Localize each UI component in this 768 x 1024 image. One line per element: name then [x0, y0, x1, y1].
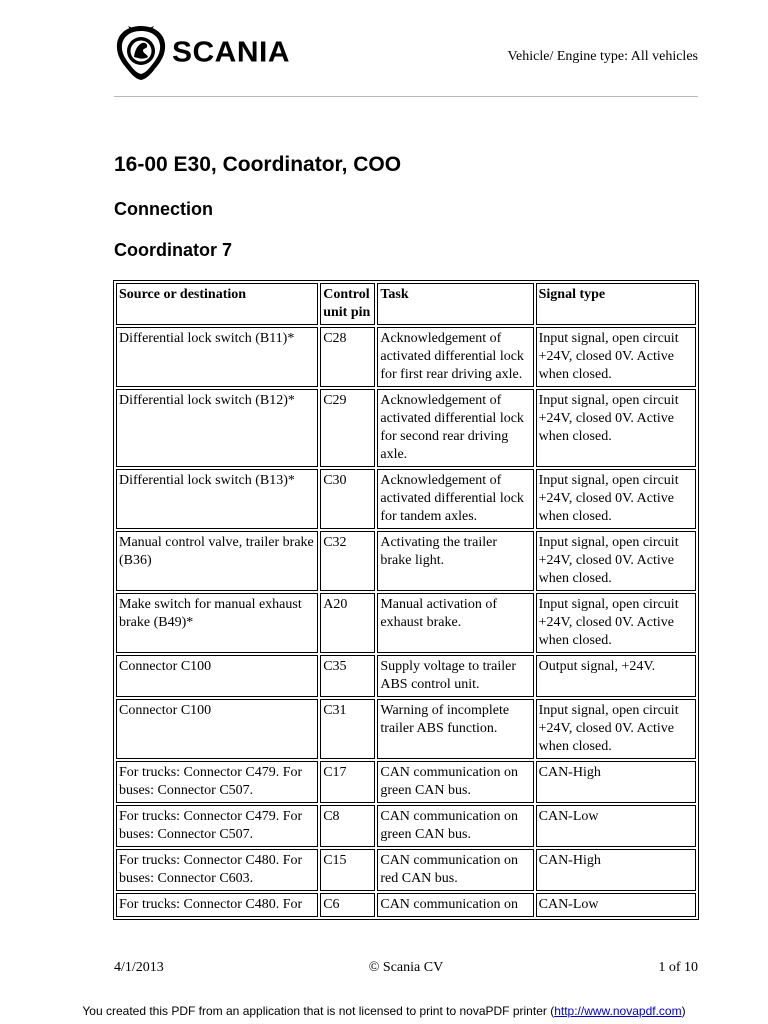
table-cell: Connector C100 [116, 655, 318, 697]
subsection-heading: Coordinator 7 [114, 240, 233, 260]
griffin-emblem-icon [114, 24, 168, 82]
table-cell: CAN communication on red CAN bus. [377, 849, 533, 891]
connection-table-wrapper [113, 280, 699, 930]
table-cell: Differential lock switch (B13)* [116, 469, 318, 529]
table-cell: Warning of incomplete trailer ABS function. [377, 699, 533, 759]
table-cell: C29 [320, 389, 375, 467]
table-cell: C35 [320, 655, 375, 697]
table-cell: CAN communication on green CAN bus. [377, 761, 533, 803]
table-row [116, 327, 696, 387]
table-row [116, 469, 696, 529]
column-header: Task [377, 283, 533, 325]
column-header: Signal type [536, 283, 696, 325]
table-cell: C31 [320, 699, 375, 759]
table-row [116, 699, 696, 759]
table-row [116, 893, 696, 917]
notice-end: ) [681, 1004, 686, 1018]
table-cell: C17 [320, 761, 375, 803]
table-cell: Output signal, +24V. [536, 655, 696, 697]
column-header: Source or destination [116, 283, 318, 325]
page-title: 16-00 E30, Coordinator, COO [114, 153, 402, 176]
table-cell: For trucks: Connector C480. For buses: Connector C603. [116, 849, 318, 891]
table-header-row [116, 283, 696, 325]
table-cell: Acknowledgement of activated differential lock for second rear driving axle. [377, 389, 533, 467]
table-row [116, 389, 696, 467]
table-row [116, 849, 696, 891]
table-cell: Manual control valve, trailer brake (B36) [116, 531, 318, 591]
table-cell: CAN-High [536, 849, 696, 891]
copyright: © Scania CV [368, 960, 444, 975]
novapdf-notice [0, 1004, 768, 1018]
table-cell: Differential lock switch (B11)* [116, 327, 318, 387]
table-row [116, 593, 696, 653]
page-number: 1 of 10 [658, 960, 698, 975]
section-heading: Connection [114, 199, 213, 219]
table-cell: Input signal, open circuit +24V, closed 0V. Active when closed. [536, 531, 696, 591]
brand-wordmark: SCANIA [172, 36, 291, 69]
vehicle-type-label: Vehicle/ Engine type: All vehicles [507, 49, 698, 64]
page-header [114, 22, 698, 97]
table-cell: Connector C100 [116, 699, 318, 759]
table-cell: Manual activation of exhaust brake. [377, 593, 533, 653]
table-cell: C15 [320, 849, 375, 891]
table-cell: C28 [320, 327, 375, 387]
scania-logo [114, 24, 290, 82]
table-cell: CAN-High [536, 761, 696, 803]
table-row [116, 531, 696, 591]
column-header: Control unit pin [320, 283, 375, 325]
table-cell: Input signal, open circuit +24V, closed 0V. Active when closed. [536, 593, 696, 653]
table-cell: Acknowledgement of activated differential lock for first rear driving axle. [377, 327, 533, 387]
print-date: 4/1/2013 [114, 960, 164, 975]
table-row [116, 655, 696, 697]
table-body [116, 327, 696, 917]
table-cell: For trucks: Connector C479. For buses: Connector C507. [116, 761, 318, 803]
table-cell: Differential lock switch (B12)* [116, 389, 318, 467]
table-row [116, 761, 696, 803]
table-cell: C32 [320, 531, 375, 591]
table-cell: CAN-Low [536, 805, 696, 847]
table-cell: Acknowledgement of activated differential lock for tandem axles. [377, 469, 533, 529]
table-cell: Make switch for manual exhaust brake (B49)* [116, 593, 318, 653]
table-cell: CAN communication on [377, 893, 533, 917]
table-cell: CAN-Low [536, 893, 696, 917]
table-cell: Input signal, open circuit +24V, closed 0V. Active when closed. [536, 389, 696, 467]
table-cell: Activating the trailer brake light. [377, 531, 533, 591]
connection-table [113, 280, 699, 920]
table-cell: C30 [320, 469, 375, 529]
table-cell: Input signal, open circuit +24V, closed 0V. Active when closed. [536, 469, 696, 529]
table-cell: C6 [320, 893, 375, 917]
table-cell: A20 [320, 593, 375, 653]
novapdf-link[interactable]: http://www.novapdf.com [554, 1004, 682, 1018]
table-cell: For trucks: Connector C479. For buses: Connector C507. [116, 805, 318, 847]
table-row [116, 805, 696, 847]
table-cell: CAN communication on green CAN bus. [377, 805, 533, 847]
table-cell: C8 [320, 805, 375, 847]
table-cell: Input signal, open circuit +24V, closed 0V. Active when closed. [536, 327, 696, 387]
notice-text: You created this PDF from an application that is not licensed to print to novaPDF printer ( [82, 1004, 555, 1018]
table-cell: For trucks: Connector C480. For [116, 893, 318, 917]
table-cell: Input signal, open circuit +24V, closed 0V. Active when closed. [536, 699, 696, 759]
table-cell: Supply voltage to trailer ABS control unit. [377, 655, 533, 697]
